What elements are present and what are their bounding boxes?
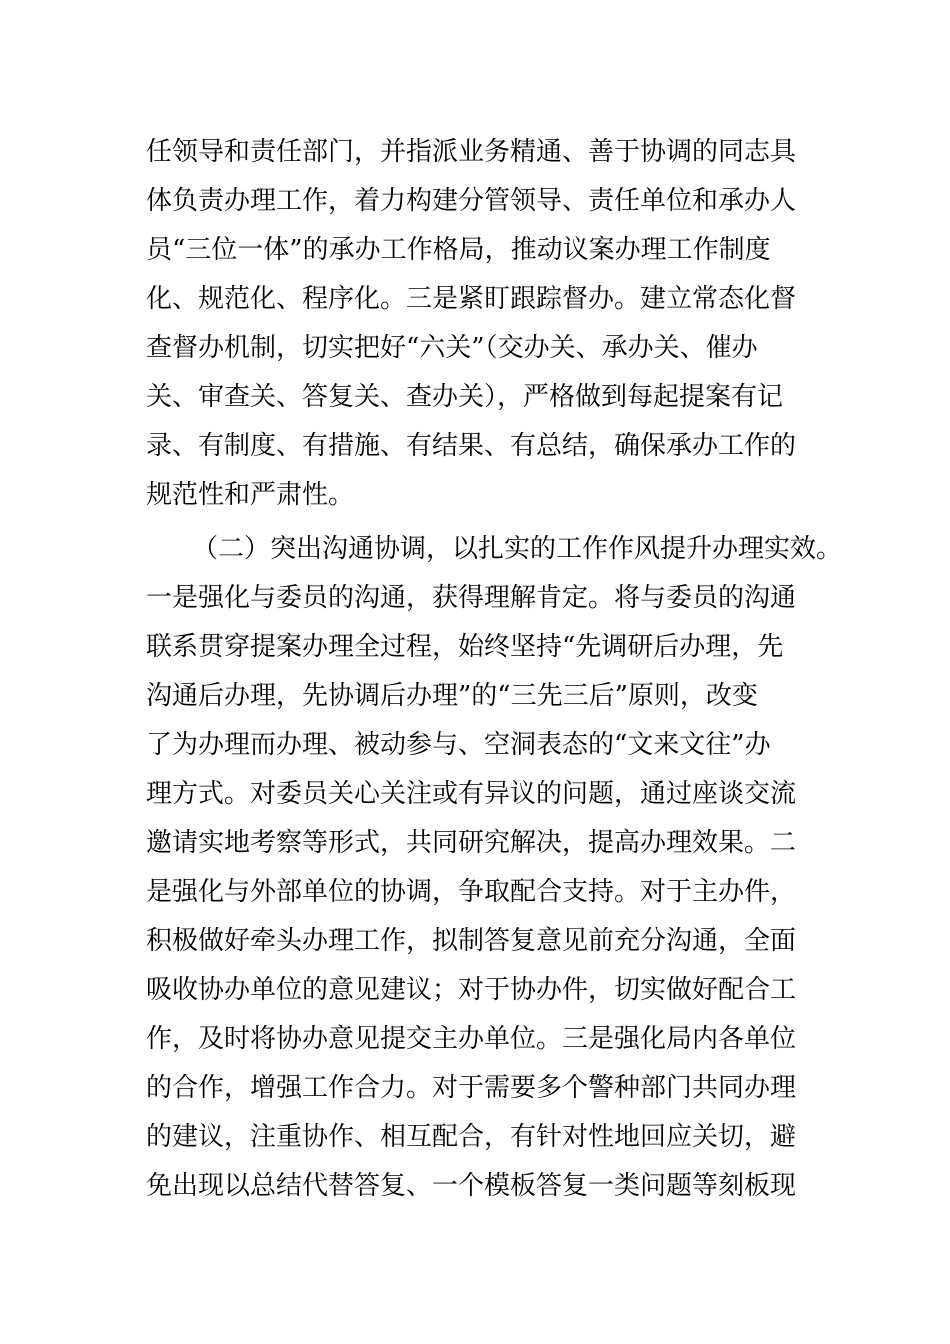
text-line: 作，及时将协办意见提交主办单位。三是强化局内各单位	[146, 1024, 797, 1054]
text-line: 理方式。对委员关心关注或有异议的问题，通过座谈交流	[146, 779, 797, 809]
text-line: 的合作，增强工作合力。对于需要多个警种部门共同办理	[146, 1073, 797, 1103]
text-line: 化、规范化、程序化。三是紧盯跟踪督办。建立常态化督	[146, 284, 797, 314]
text-line: 的建议，注重协作、相互配合，有针对性地回应关切，避	[146, 1122, 797, 1152]
text-line: 员“三位一体”的承办工作格局，推动议案办理工作制度	[146, 235, 771, 265]
text-line: 一是强化与委员的沟通，获得理解肯定。将与委员的沟通	[146, 583, 797, 613]
text-line: 规范性和严肃性。	[146, 480, 355, 510]
text-line: 免出现以总结代替答复、一个模板答复一类问题等刻板现	[146, 1171, 797, 1201]
text-line: 查督办机制，切实把好“六关”（交办关、承办关、催办	[146, 333, 758, 363]
text-line: 关、审查关、答复关、查办关），严格做到每起提案有记	[146, 382, 784, 412]
text-line: 任领导和责任部门，并指派业务精通、善于协调的同志具	[146, 137, 797, 167]
text-line: 沟通后办理，先协调后办理”的“三先三后”原则，改变	[146, 681, 758, 711]
text-line: 体负责办理工作，着力构建分管领导、责任单位和承办人	[146, 186, 797, 216]
text-line: 是强化与外部单位的协调，争取配合支持。对于主办件，	[146, 877, 797, 907]
text-line: 积极做好牵头办理工作，拟制答复意见前充分沟通，全面	[146, 926, 797, 956]
text-line: 吸收协办单位的意见建议；对于协办件，切实做好配合工	[146, 975, 797, 1005]
text-line: 联系贯穿提案办理全过程，始终坚持“先调研后办理，先	[146, 632, 784, 662]
text-line: 邀请实地考察等形式，共同研究解决，提高办理效果。二	[146, 828, 797, 858]
text-line: 录、有制度、有措施、有结果、有总结，确保承办工作的	[146, 431, 797, 461]
section-heading-line: （二）突出沟通协调，以扎实的工作作风提升办理实效。	[192, 534, 843, 564]
text-line: 了为办理而办理、被动参与、空洞表态的“文来文往”办	[146, 730, 771, 760]
